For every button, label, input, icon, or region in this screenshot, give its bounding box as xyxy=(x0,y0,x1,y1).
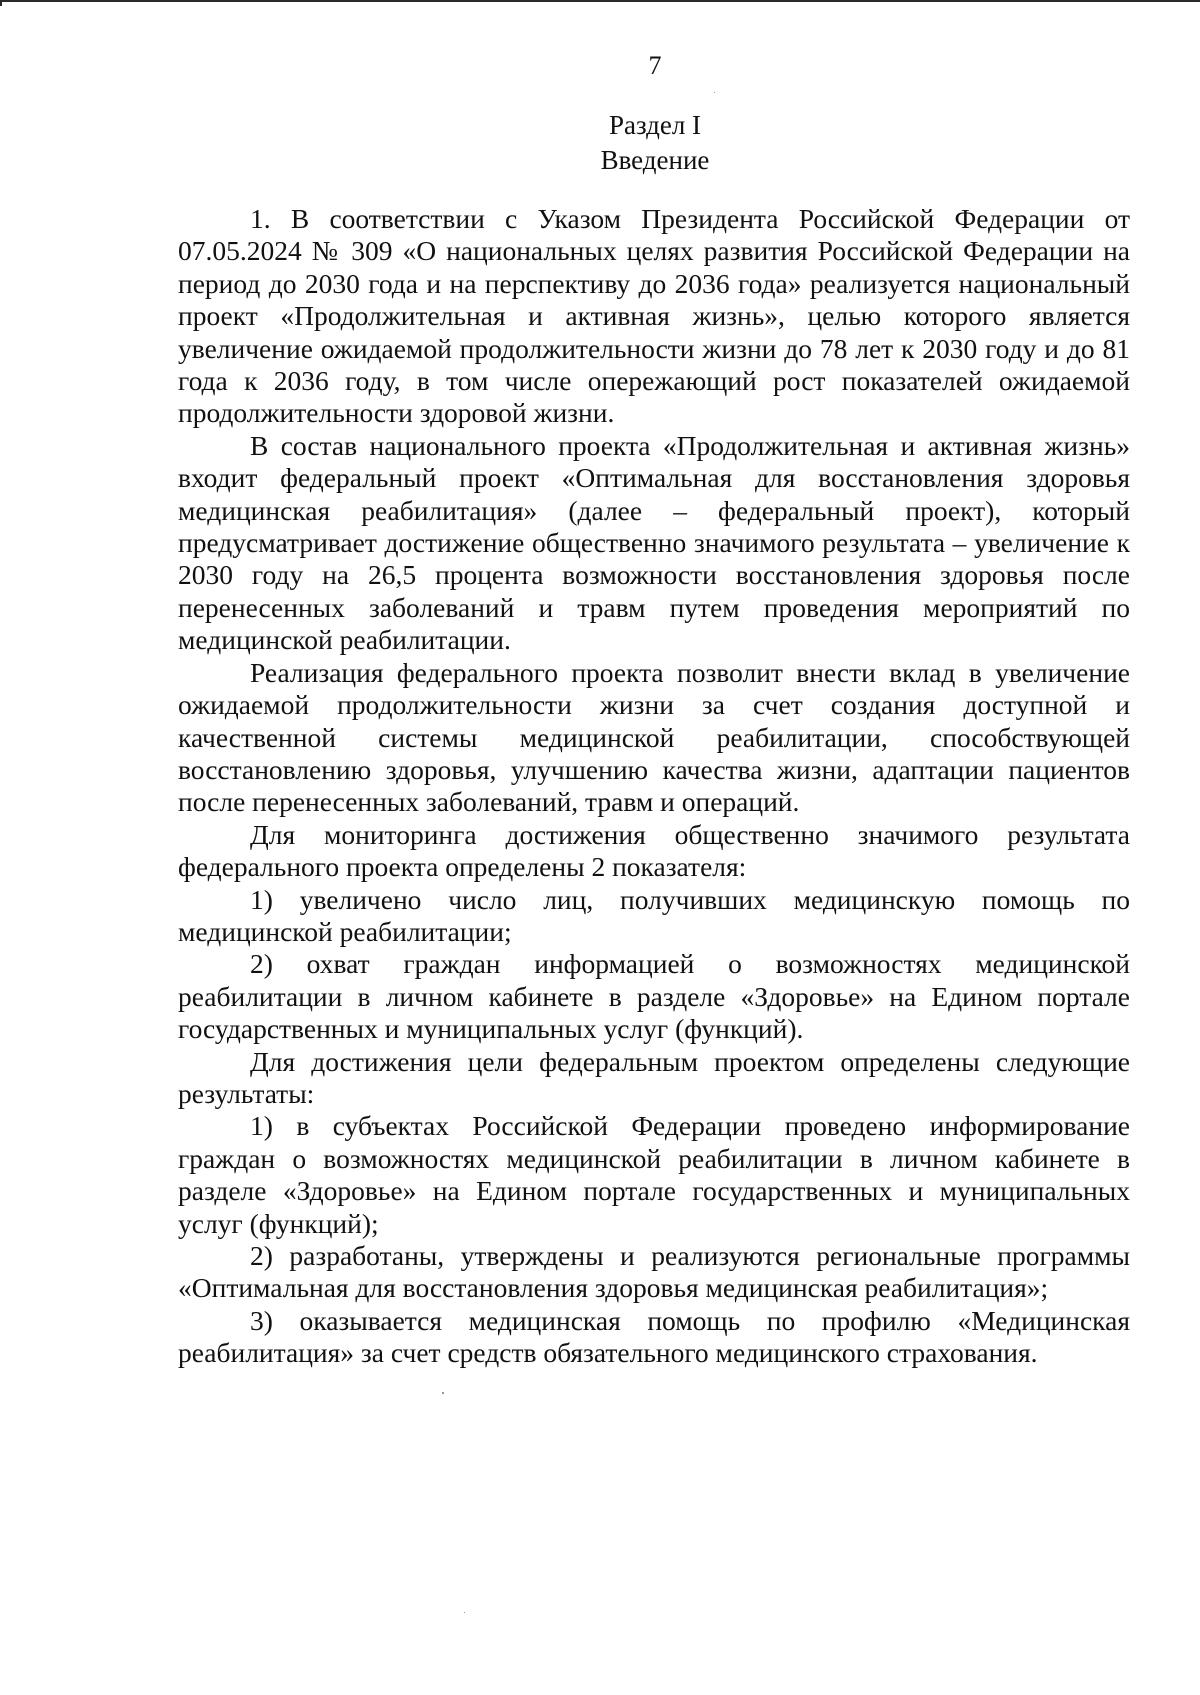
indicator-item-1: 1) увеличено число лиц, получивших медицинскую помощь по медицинской реабилитации; xyxy=(178,883,1130,947)
result-item-2: 2) разработаны, утверждены и реализуются региональные программы «Оптимальная для восстановления здоровья медицинская реабилитация»; xyxy=(178,1240,1130,1304)
result-item-3: 3) оказывается медицинская помощь по профилю «Медицинская реабилитация» за счет средств обязательного медицинского страхования. xyxy=(178,1304,1130,1369)
section-heading xyxy=(0,108,1200,178)
paragraph-monitoring: Для мониторинга достижения общественно значимого результата федерального проекта определены 2 показателя: xyxy=(178,818,1130,883)
paragraph-implementation: Реализация федерального проекта позволит внести вклад в увеличение ожидаемой продолжительности жизни за счет создания доступной и качественной системы медицинской реабилитации, способствующей восстановлению здоровья, улучшению качества жизни, адаптации пациентов после перенесенных заболеваний, травм и операций. xyxy=(178,656,1130,818)
paragraph-intro: 1. В соответствии с Указом Президента Российской Федерации от 07.05.2024 № 309 «О национальных целях развития Российской Федерации на период до 2030 года и на перспективу до 2036 года» реализуется национальный проект «Продолжительная и активная жизнь», целью которого является увеличение ожидаемой продолжительности жизни до 78 лет к 2030 году и до 81 года к 2036 году, в том числе опережающий рост показателей ожидаемой продолжительности здоровой жизни. xyxy=(178,203,1130,429)
scan-speck xyxy=(714,92,715,93)
paragraph-federal-project: В состав национального проекта «Продолжительная и активная жизнь» входит федеральный проект «Оптимальная для восстановления здоровья медицинская реабилитация» (далее – федеральный проект), который предусматривает достижение общественно значимого результата – увеличение к 2030 году на 26,5 процента возможности восстановления здоровья после перенесенных заболеваний и травм путем проведения мероприятий по медицинской реабилитации. xyxy=(178,429,1130,656)
page-number: 7 xyxy=(648,51,662,80)
document-body xyxy=(178,203,1130,1370)
scan-border-top xyxy=(0,0,1200,2)
scan-border-left xyxy=(0,0,2,6)
result-item-1: 1) в субъектах Российской Федерации проведено информирование граждан о возможностях медицинской реабилитации в личном кабинете в разделе «Здоровье» на Едином портале государственных и муниципальных услуг (функций); xyxy=(178,1110,1130,1239)
scan-speck xyxy=(464,1612,465,1613)
indicator-item-2: 2) охват граждан информацией о возможностях медицинской реабилитации в личном кабинете в разделе «Здоровье» на Едином портале государственных и муниципальных услуг (функций). xyxy=(178,948,1130,1045)
section-title: Введение xyxy=(600,145,710,175)
section-label: Раздел I xyxy=(608,110,702,140)
paragraph-results-intro: Для достижения цели федеральным проектом определены следующие результаты: xyxy=(178,1045,1130,1109)
scan-speck xyxy=(442,1392,444,1394)
